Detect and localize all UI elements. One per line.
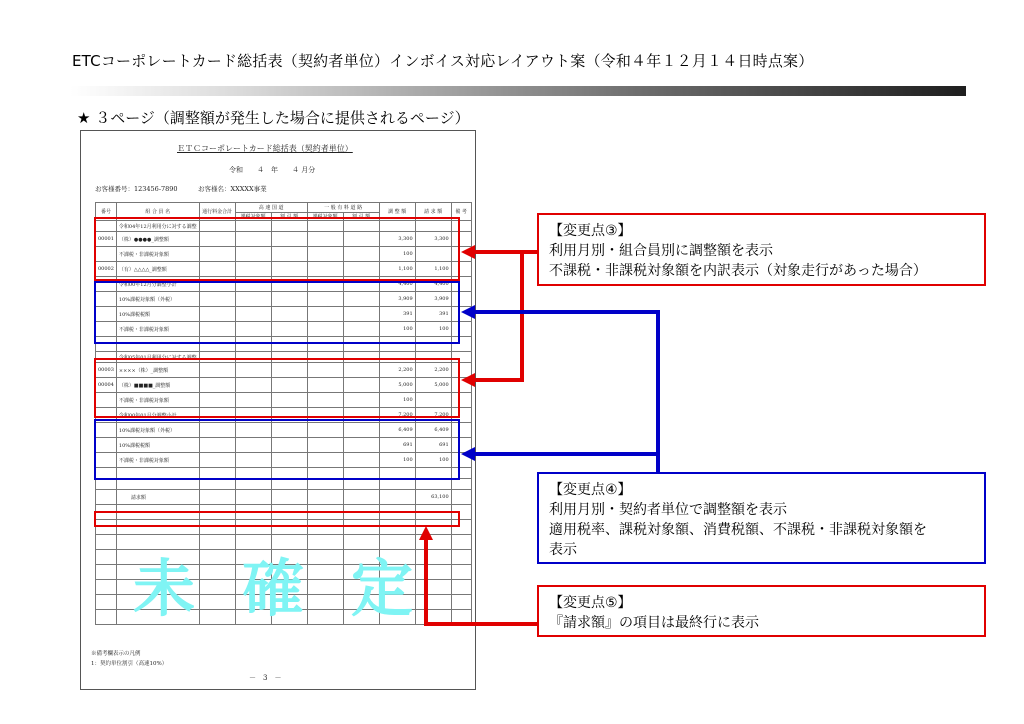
cell-adjust: 1,100 <box>379 262 415 277</box>
cell-remarks <box>451 580 471 595</box>
cell-no <box>96 479 117 490</box>
page-number: － 3 － <box>249 674 282 682</box>
cell-remarks <box>451 595 471 610</box>
cell-empty <box>307 490 343 505</box>
cell-invoice: 691 <box>415 438 451 453</box>
cell-gnd <box>343 479 379 490</box>
cell-adjust: 3,909 <box>379 292 415 307</box>
arrow-left-icon <box>461 305 475 319</box>
connector-5-vertical <box>424 537 428 626</box>
doc-title: ＥＴＣコーポレートカード総括表（契約者単位） <box>177 144 353 153</box>
cell-remarks <box>451 550 471 565</box>
header-fee: 通行料金合計 <box>199 203 235 221</box>
cell-no <box>96 550 117 565</box>
cell-no <box>96 610 117 625</box>
cell-invoice <box>415 479 451 490</box>
cell-name: 不課税・非課税対象額 <box>116 247 199 262</box>
cell-adjust: 7,200 <box>379 408 415 423</box>
note-change-3 <box>537 213 986 286</box>
note-heading: 【変更点⑤】 <box>549 595 632 611</box>
connector-4-vertical <box>656 310 660 472</box>
cell-empty <box>199 490 235 505</box>
cell-adjust: 100 <box>379 453 415 468</box>
watermark-char: 確 <box>241 552 304 625</box>
doc-period: 令和 ４ 年 ４ 月分 <box>229 166 316 174</box>
total-label: 請求額 <box>116 490 199 505</box>
highlight-total <box>94 511 460 527</box>
cell-empty <box>379 490 415 505</box>
cell-remarks <box>451 479 471 490</box>
header-remarks: 備 考 <box>451 203 471 221</box>
cell-no: 00001 <box>96 232 117 247</box>
cell-no: 00004 <box>96 378 117 393</box>
note-line: 利用月別・組合員別に調整額を表示 <box>549 243 773 259</box>
header-invoice: 請 求 額 <box>415 203 451 221</box>
connector-4-upper <box>474 310 660 314</box>
cell-no <box>96 580 117 595</box>
cell-hwd <box>271 479 307 490</box>
cell-invoice: 100 <box>415 453 451 468</box>
cell-adjust: 100 <box>379 322 415 337</box>
watermark-char: 定 <box>350 552 413 625</box>
cell-invoice: 6,409 <box>415 423 451 438</box>
total-value: 63,100 <box>415 490 451 505</box>
cell-invoice: 100 <box>415 322 451 337</box>
arrow-left-icon <box>461 245 475 259</box>
note-line: 利用月別・契約者単位で調整額を表示 <box>549 502 787 518</box>
note-change-5 <box>537 585 986 637</box>
cell-adjust: 100 <box>379 393 415 408</box>
cell-name: 10%課税税額 <box>116 307 199 322</box>
cell-name: 10%課税税額 <box>116 438 199 453</box>
cell-adjust: 5,000 <box>379 378 415 393</box>
cell-remarks <box>451 535 471 550</box>
cell-invoice <box>415 595 451 610</box>
slide-subtitle: ★ ３ページ（調整額が発生した場合に提供されるページ） <box>77 109 470 127</box>
table-row-total <box>96 490 472 505</box>
header-highway: 高 速 国 道 <box>235 203 307 213</box>
cell-invoice: 1,100 <box>415 262 451 277</box>
header-highway-discount: 割 引 額 <box>271 213 307 221</box>
cell-empty <box>451 490 471 505</box>
note-line: 適用税率、課税対象額、消費税額、不課税・非課税対象額を <box>549 522 927 538</box>
cell-invoice: 3,909 <box>415 292 451 307</box>
table-row <box>96 479 472 490</box>
cell-no <box>96 565 117 580</box>
customer-name: お客様名：XXXXX事業 <box>198 185 267 193</box>
highlight-adjust-jan <box>94 358 460 418</box>
cell-hwt <box>235 479 271 490</box>
connector-3-lower <box>474 378 524 382</box>
note-line: 表示 <box>549 542 577 558</box>
header-highway-taxable: 課税対象額 <box>235 213 271 221</box>
cell-invoice <box>415 550 451 565</box>
cell-name: 令和04年12月利用分に対する調整 <box>116 221 199 232</box>
cell-gnt <box>307 479 343 490</box>
cell-invoice <box>415 580 451 595</box>
cell-adjust: 3,300 <box>379 232 415 247</box>
cell-name: 10%課税対象額（外税） <box>116 292 199 307</box>
cell-invoice: 5,000 <box>415 378 451 393</box>
cell-remarks <box>451 565 471 580</box>
cell-fee <box>199 479 235 490</box>
highlight-subtotal-jan <box>94 419 460 480</box>
header-union: 組 合 員 名 <box>116 203 199 221</box>
note-heading: 【変更点③】 <box>549 223 632 239</box>
cell-adjust: 4,400 <box>379 277 415 292</box>
footnote-legend: ※備考欄表示の凡例 <box>91 651 141 657</box>
cell-name: 不課税・非課税対象額 <box>116 453 199 468</box>
note-change-4 <box>537 472 986 564</box>
cell-adjust: 391 <box>379 307 415 322</box>
highlight-subtotal-dec <box>94 281 460 344</box>
cell-invoice <box>415 565 451 580</box>
connector-3-upper <box>474 250 524 254</box>
highlight-adjust-dec <box>94 217 460 281</box>
cell-invoice: 4,400 <box>415 277 451 292</box>
cell-name: （株）●●●●_調整額 <box>116 232 199 247</box>
cell-adjust: 6,409 <box>379 423 415 438</box>
cell-name: 令和05年01月利用分に対する調整 <box>116 352 199 363</box>
cell-empty <box>96 490 117 505</box>
connector-3-vertical <box>520 250 524 382</box>
cell-no <box>96 595 117 610</box>
cell-name: 不課税・非課税対象額 <box>116 322 199 337</box>
cell-invoice: 7,200 <box>415 408 451 423</box>
arrow-left-icon <box>461 373 475 387</box>
title-rule <box>70 86 966 96</box>
header-adjust: 調 整 額 <box>379 203 415 221</box>
table-header-row <box>96 203 472 213</box>
cell-name: 令和00年12月分調整小計 <box>116 277 199 292</box>
cell-adjust <box>379 479 415 490</box>
cell-empty <box>271 490 307 505</box>
note-line: 『請求額』の項目は最終行に表示 <box>549 615 759 631</box>
note-line: 不課税・非課税対象額を内訳表示（対象走行があった場合） <box>549 263 927 279</box>
cell-invoice: 3,300 <box>415 232 451 247</box>
cell-adjust: 691 <box>379 438 415 453</box>
cell-name: （株）■■■■_調整額 <box>116 378 199 393</box>
header-general-taxable: 課税対象額 <box>307 213 343 221</box>
cell-name: （有）△△△△_調整額 <box>116 262 199 277</box>
cell-no: 00003 <box>96 363 117 378</box>
watermark-unconfirmed <box>133 539 413 628</box>
customer-number: お客様番号：123456-7890 <box>95 185 178 193</box>
cell-invoice: 391 <box>415 307 451 322</box>
arrow-up-icon <box>419 526 433 540</box>
cell-name <box>116 479 199 490</box>
cell-adjust: 100 <box>379 247 415 262</box>
cell-name: 令和00年01月分調整小計 <box>116 408 199 423</box>
slide-title: ETCコーポレートカード総括表（契約者単位）インボイス対応レイアウト案（令和４年１２月１４日時点案） <box>72 52 814 70</box>
footnote-discount: 1：契約単位割引（高速10%） <box>91 661 168 667</box>
header-no: 番号 <box>96 203 117 221</box>
cell-name: ××××（株）_調整額 <box>116 363 199 378</box>
cell-no <box>96 535 117 550</box>
connector-4-lower <box>474 452 660 456</box>
connector-5-horizontal <box>424 622 537 626</box>
cell-no: 00002 <box>96 262 117 277</box>
header-general: 一 般 有 料 道 路 <box>307 203 379 213</box>
arrow-left-icon <box>461 447 475 461</box>
note-heading: 【変更点④】 <box>549 482 632 498</box>
cell-empty <box>235 490 271 505</box>
cell-name: 10%課税対象額（外税） <box>116 423 199 438</box>
watermark-char: 未 <box>133 552 196 625</box>
document-page <box>80 130 476 690</box>
cell-empty <box>343 490 379 505</box>
cell-name: 不課税・非課税対象額 <box>116 393 199 408</box>
cell-invoice: 2,200 <box>415 363 451 378</box>
header-general-discount: 割 引 額 <box>343 213 379 221</box>
cell-adjust: 2,200 <box>379 363 415 378</box>
